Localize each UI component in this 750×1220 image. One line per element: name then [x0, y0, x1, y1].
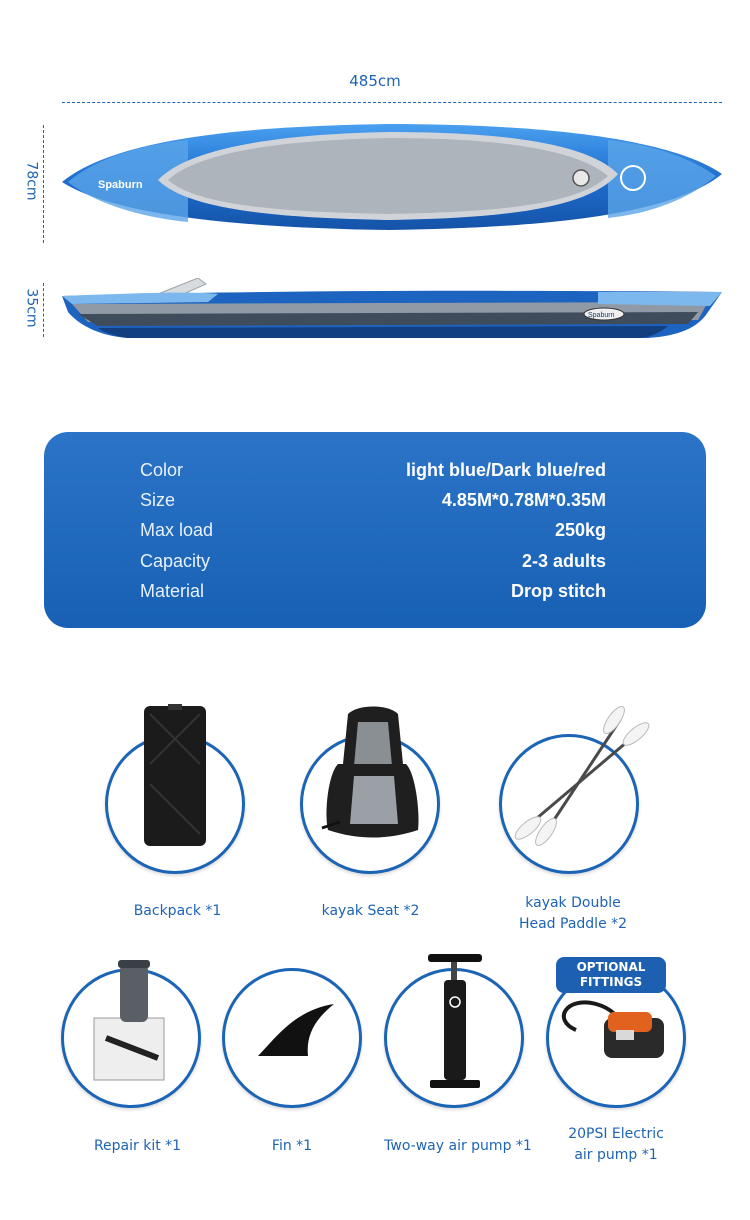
spec-row-capacity	[140, 551, 606, 581]
accessory-label-paddle	[498, 893, 648, 935]
spec-row-max-load	[140, 520, 606, 550]
accessory-label-electric-pump-line1: 20PSI Electric	[568, 1126, 664, 1142]
spec-key: Capacity	[140, 551, 211, 571]
spec-row-size	[140, 490, 606, 520]
spec-row-color	[140, 460, 606, 490]
accessory-label-electric-pump	[541, 1124, 691, 1166]
backpack-icon	[140, 704, 210, 848]
fin-icon	[254, 1000, 338, 1060]
brand-logo-side: Spaburn	[588, 312, 615, 319]
spec-value: 2-3 adults	[521, 551, 606, 571]
optional-badge-line1: OPTIONAL	[576, 960, 646, 974]
height-label: 35cm	[23, 288, 40, 328]
spec-key: Color	[140, 460, 184, 480]
width-label: 78cm	[23, 161, 40, 201]
kayak-top-view	[58, 118, 726, 236]
optional-fittings-badge	[556, 957, 666, 993]
accessory-label-fin: Fin *1	[271, 1138, 313, 1154]
length-label: 485cm	[349, 72, 401, 90]
length-dashed-line	[62, 102, 722, 103]
hand-pump-icon	[424, 948, 486, 1094]
height-dashed-line	[43, 283, 44, 337]
width-dashed-line	[43, 125, 44, 243]
accessory-label-backpack: Backpack *1	[133, 903, 222, 919]
accessory-label-paddle-line1: kayak Double	[525, 895, 621, 911]
accessory-label-repair-kit: Repair kit *1	[93, 1138, 182, 1154]
spec-key: Size	[140, 490, 176, 510]
spec-value: light blue/Dark blue/red	[405, 460, 606, 480]
accessory-label-seat: kayak Seat *2	[321, 903, 420, 919]
kayak-seat-icon	[318, 704, 422, 844]
kayak-side-view	[58, 278, 726, 348]
repair-kit-icon	[88, 958, 178, 1088]
accessory-label-paddle-line2: Head Paddle *2	[518, 916, 628, 932]
spec-row-material	[140, 581, 606, 611]
spec-value: 250kg	[554, 520, 606, 540]
spec-key: Max load	[140, 520, 214, 540]
spec-card	[44, 432, 706, 628]
accessory-label-hand-pump: Two-way air pump *1	[384, 1138, 532, 1154]
electric-pump-icon	[556, 990, 676, 1080]
spec-value: 4.85M*0.78M*0.35M	[441, 490, 606, 510]
brand-logo-top: Spaburn	[98, 179, 143, 191]
optional-badge-line2: FITTINGS	[579, 975, 643, 989]
spec-value: Drop stitch	[510, 581, 606, 601]
accessory-label-electric-pump-line2: air pump *1	[574, 1147, 658, 1163]
spec-key: Material	[140, 581, 205, 601]
paddle-icon	[510, 706, 650, 852]
